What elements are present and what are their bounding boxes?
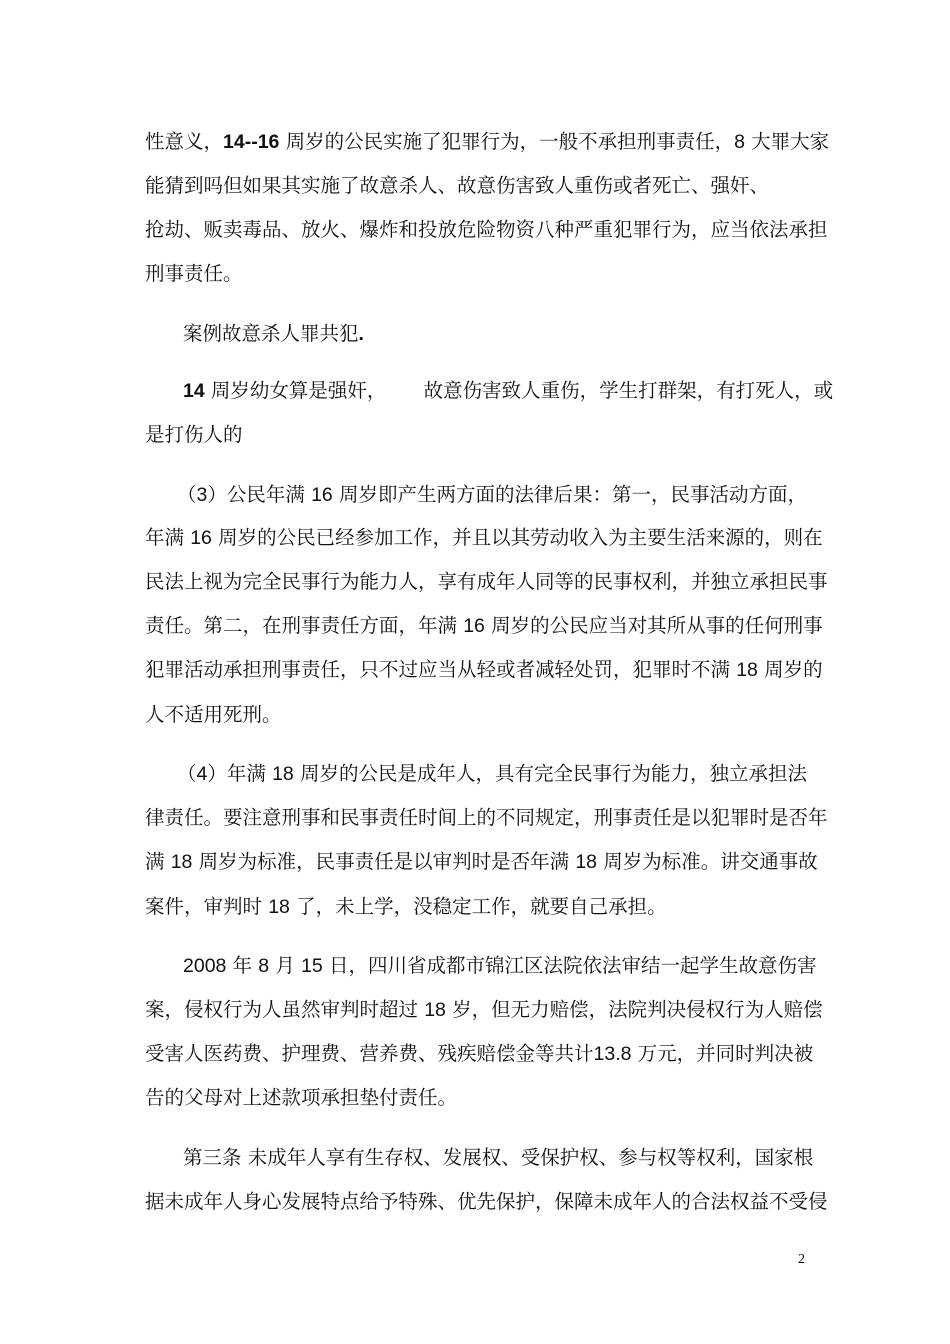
text-line	[177, 760, 815, 788]
text-run: 周岁幼女算是强奸， 故意伤害致人重伤，学生打群架，有打死人，或	[204, 379, 834, 402]
page-number: 2	[798, 1252, 805, 1267]
text-line	[145, 128, 830, 156]
text-line	[183, 952, 815, 980]
text-line	[145, 612, 823, 640]
text-line: 民法上视为完全民事行为能力人，享有成年人同等的民事权利，并独立承担民事	[145, 570, 828, 593]
text-run: 月	[269, 954, 302, 977]
text-run: 8	[734, 131, 745, 153]
text-line: 人不适用死刑。	[145, 703, 282, 726]
text-run: 16	[311, 484, 333, 506]
text-line	[145, 524, 823, 552]
text-run: 周岁的	[757, 658, 823, 681]
text-run: 犯罪活动承担刑事责任，只不过应当从轻或者减轻处罚，犯罪时不满	[145, 658, 737, 681]
text-run: 18	[424, 999, 446, 1021]
text-run: 16	[463, 615, 485, 637]
text-run: 万元，并同时判决被	[631, 1042, 814, 1065]
text-run: 周岁为标准。讲交通事故	[597, 850, 818, 873]
text-run: 周岁即产生两方面的法律后果：第一，民事活动方面，	[332, 483, 807, 506]
text-line	[177, 481, 815, 509]
text-run: 4	[196, 763, 208, 785]
text-run: 周岁的公民应当对其所从事的任何刑事	[484, 614, 823, 637]
text-run: ）年满	[207, 762, 273, 785]
text-run: 日，四川省成都市锦江区法院依法审结一起学生故意伤害	[322, 954, 817, 977]
text-run: 性意义，	[145, 130, 224, 153]
text-line: 律责任。要注意刑事和民事责任时间上的不同规定，刑事责任是以犯罪时是否年	[145, 806, 828, 829]
text-run: 受害人医药费、护理费、营养费、残疾赔偿金等共计	[145, 1042, 594, 1065]
text-run: 18	[170, 851, 193, 873]
text-run: 14--16	[223, 131, 280, 153]
text-line: 抢劫、贩卖毒品、放火、爆炸和投放危险物资八种严重犯罪行为，应当依法承担	[145, 218, 828, 241]
text-run: （	[177, 762, 197, 785]
text-line	[145, 1040, 815, 1068]
text-run: 3	[196, 484, 208, 506]
text-line: 告的父母对上述款项承担垫付责任。	[145, 1086, 458, 1109]
text-run: 18	[268, 896, 290, 918]
text-line	[145, 656, 823, 684]
text-run: 年满	[145, 526, 191, 549]
text-run: 满	[145, 850, 171, 873]
text-run: 15	[301, 955, 323, 977]
text-run: 周岁的公民已经参加工作，并且以其劳动收入为主要生活来源的，则在	[211, 526, 823, 549]
text-line	[183, 320, 815, 348]
text-run: .	[358, 323, 364, 345]
text-run: 岁，但无力赔偿，法院判决侵权行为人赔偿	[445, 998, 823, 1021]
text-run: ）公民年满	[207, 483, 312, 506]
text-run: 18	[272, 763, 294, 785]
text-run: 了，未上学，没稳定工作，就要自己承担。	[289, 895, 667, 918]
text-run: 18	[736, 659, 758, 681]
text-line: 是打伤人的	[145, 423, 243, 446]
text-run: 周岁的公民是成年人，具有完全民事行为能力，独立承担法	[293, 762, 807, 785]
text-run: 2008	[183, 955, 227, 977]
text-run: 14	[183, 380, 205, 402]
text-line: 刑事责任。	[145, 262, 243, 285]
text-run: 年	[226, 954, 259, 977]
text-line: 第三条 未成年人享有生存权、发展权、受保护权、参与权等权利，国家根	[183, 1146, 814, 1169]
text-run: 责任。第二，在刑事责任方面，年满	[145, 614, 464, 637]
text-run: （	[177, 483, 197, 506]
text-run: 8	[258, 955, 270, 977]
text-line: 据未成年人身心发展特点给予特殊、优先保护，保障未成年人的合法权益不受侵	[145, 1190, 828, 1213]
text-run: 周岁的公民实施了犯罪行为，一般不承担刑事责任，	[279, 130, 735, 153]
text-run: 16	[190, 527, 212, 549]
text-run: 13.8	[593, 1043, 632, 1065]
text-run: 案件，审判时	[145, 895, 269, 918]
text-run: 大罪大家	[744, 130, 830, 153]
text-run: 案例故意杀人罪共犯	[183, 322, 359, 345]
text-line	[183, 377, 834, 405]
text-run: 18	[575, 851, 598, 873]
text-run: 案，侵权行为人虽然审判时超过	[145, 998, 425, 1021]
text-line	[145, 848, 818, 876]
text-run: 周岁为标准，民事责任是以审判时是否年满	[192, 850, 576, 873]
text-line: 能猜到吗但如果其实施了故意杀人、故意伤害致人重伤或者死亡、强奸、	[145, 174, 770, 197]
text-line	[145, 893, 815, 921]
text-line	[145, 996, 823, 1024]
